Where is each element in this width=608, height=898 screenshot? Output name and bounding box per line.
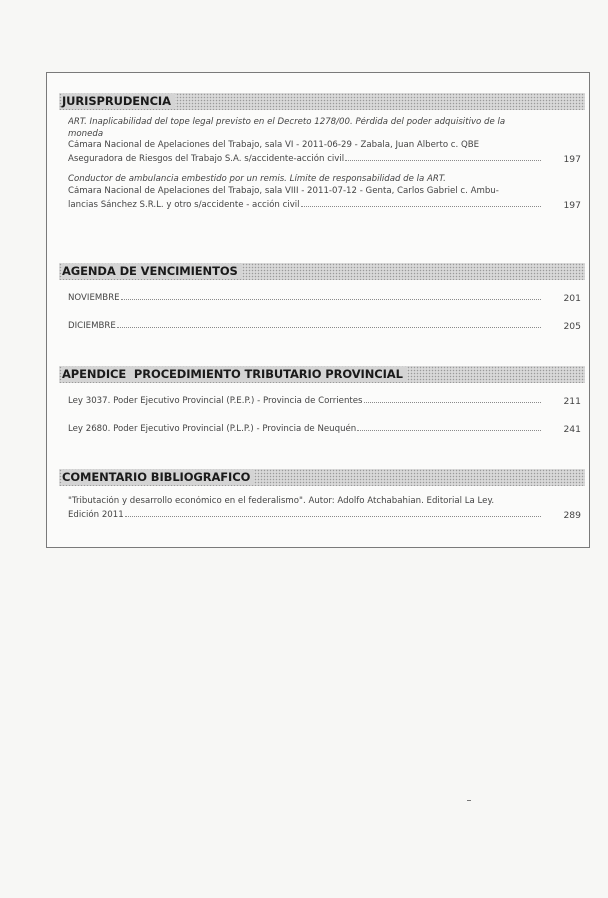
section-title: AGENDA DE VENCIMIENTOS bbox=[62, 264, 242, 279]
toc-entry[interactable] bbox=[68, 422, 585, 436]
toc-entry[interactable] bbox=[68, 394, 585, 408]
entry-edition: Edición 2011 bbox=[68, 509, 124, 520]
entry-leader-line bbox=[68, 291, 541, 305]
entry-leader-line bbox=[68, 152, 541, 166]
page-number: 201 bbox=[563, 293, 581, 304]
entry-parties: Aseguradora de Riesgos del Trabajo S.A. s/accidente-acción civil bbox=[68, 153, 345, 164]
toc-entry[interactable] bbox=[68, 291, 585, 305]
entry-book-title: "Tributación y desarrollo económico en el federalismo". Autor: Adolfo Atchabahian. Editorial La Ley. bbox=[68, 496, 495, 506]
page-number: 197 bbox=[563, 153, 581, 165]
entry-court-line: Cámara Nacional de Apelaciones del Trabajo, sala VI - 2011-06-29 - Zabala, Juan Alberto c. QBE bbox=[68, 140, 480, 151]
section-header-bar bbox=[59, 263, 585, 280]
dot-leader bbox=[301, 198, 541, 207]
entry-leader-line bbox=[68, 394, 541, 408]
dot-leader bbox=[117, 319, 541, 328]
section-apendice-procedimiento-tributario bbox=[59, 366, 585, 435]
entry-text: Ley 2680. Poder Ejecutivo Provincial (P.L.P.) - Provincia de Neuquén bbox=[68, 423, 357, 434]
section-jurisprudencia bbox=[59, 93, 585, 211]
table-of-contents-box bbox=[46, 72, 590, 548]
entry-court-line: Cámara Nacional de Apelaciones del Trabajo, sala VIII - 2011-07-12 - Genta, Carlos Gabriel c. Ambu- bbox=[68, 185, 499, 196]
entry-leader-line bbox=[68, 319, 541, 333]
entry-text: DICIEMBRE bbox=[68, 320, 116, 331]
entry-leader-line bbox=[68, 198, 541, 212]
dot-leader bbox=[121, 291, 541, 300]
section-header-bar bbox=[59, 93, 585, 110]
dot-leader bbox=[357, 422, 541, 431]
scan-speck bbox=[467, 800, 471, 801]
entry-topic: ART. Inaplicabilidad del tope legal previsto en el Decreto 1278/00. Pérdida del poder adquisitivo de la moneda bbox=[68, 117, 506, 139]
toc-entry[interactable] bbox=[68, 174, 585, 211]
page-number: 289 bbox=[563, 509, 581, 521]
toc-entry[interactable] bbox=[68, 319, 585, 333]
page-number: 197 bbox=[563, 199, 581, 211]
dot-leader bbox=[364, 394, 541, 403]
page-number: 211 bbox=[563, 396, 581, 407]
page-number: 241 bbox=[563, 423, 581, 435]
entry-text: NOVIEMBRE bbox=[68, 293, 120, 303]
section-title: APENDICE PROCEDIMIENTO TRIBUTARIO PROVINCIAL bbox=[62, 367, 407, 382]
entry-leader-line bbox=[68, 422, 541, 436]
section-title: JURISPRUDENCIA bbox=[62, 94, 175, 109]
section-title: COMENTARIO BIBLIOGRAFICO bbox=[62, 470, 254, 485]
section-header-bar bbox=[59, 366, 585, 383]
entry-topic: Conductor de ambulancia embestido por un remis. Límite de responsabilidad de la ART. bbox=[68, 174, 446, 185]
entry-parties: lancias Sánchez S.R.L. y otro s/accidente - acción civil bbox=[68, 199, 300, 210]
toc-entry[interactable] bbox=[68, 117, 585, 165]
section-agenda-de-vencimientos bbox=[59, 263, 585, 332]
dot-leader bbox=[125, 508, 541, 517]
section-comentario-bibliografico bbox=[59, 469, 585, 521]
entry-text: Ley 3037. Poder Ejecutivo Provincial (P.E.P.) - Provincia de Corrientes bbox=[68, 396, 363, 406]
section-header-bar bbox=[59, 469, 585, 486]
entry-leader-line bbox=[68, 508, 541, 522]
dot-leader bbox=[345, 152, 541, 161]
toc-entry[interactable] bbox=[68, 496, 585, 521]
page-number: 205 bbox=[563, 320, 581, 332]
